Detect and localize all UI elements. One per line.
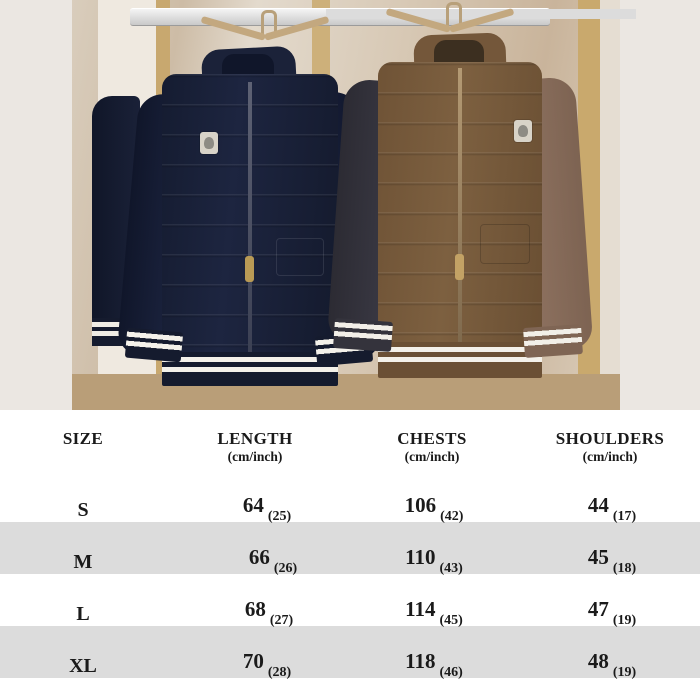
row-size-label [0,655,166,678]
shoulder-inch: (19) [612,665,637,680]
size-chart-table [0,410,700,678]
column-header-chests [344,426,520,466]
length-cm: 70 [242,649,264,673]
shoulder-cm: 44 [587,493,609,517]
navy-jacket-pocket [276,238,324,276]
row-chest-cell [344,545,520,576]
row-shoulder-cell [520,649,700,680]
wall-panel [600,0,620,410]
chest-inch: (46) [439,665,463,680]
row-length-cell [176,649,354,680]
row-size-label [0,499,166,522]
length-inch: (25) [267,509,292,524]
row-size-label [0,603,166,626]
row-shoulder-cell [520,545,700,576]
shoulder-cm: 48 [587,649,609,673]
brown-jacket-striped-cuff-left [333,318,393,352]
length-cm: 64 [242,493,264,517]
length-cm: 66 [248,545,270,569]
column-header-chests-label: CHESTS [397,429,467,448]
size-value: M [73,551,93,573]
brown-jacket-striped-cuff-right [523,324,583,358]
brand-logo-patch-icon [200,132,218,154]
chest-cm: 110 [405,545,436,569]
navy-jacket-striped-cuff-left [125,328,183,363]
shoulder-cm: 45 [587,545,609,569]
navy-jacket-zipper [248,82,252,364]
column-header-length [166,426,344,466]
shoulder-inch: (17) [612,509,637,524]
row-shoulder-cell [520,597,700,628]
brown-jacket-striped-hem [378,342,542,378]
brown-jacket-zipper-pull [455,254,464,280]
shoulder-inch: (18) [612,561,637,576]
column-header-length-label: LENGTH [217,429,293,448]
size-value: XL [69,655,97,677]
brown-jacket [330,24,580,396]
row-length-cell [176,493,354,524]
column-header-chests-unit: (cm/inch) [404,449,460,465]
column-header-size [0,426,166,449]
table-row [0,522,700,574]
table-row [0,574,700,626]
row-shoulder-cell [520,493,700,524]
photo-letterbox-left [0,0,72,410]
brown-jacket-pocket [480,224,530,264]
row-length-cell [178,597,356,628]
table-row [0,470,700,522]
table-row [0,626,700,678]
row-length-cell [182,545,360,576]
column-header-shoulders-label: SHOULDERS [555,429,665,448]
column-header-shoulders [520,426,700,466]
brand-logo-patch-icon [514,120,532,142]
column-header-size-label: SIZE [62,429,104,448]
column-header-shoulders-unit: (cm/inch) [582,449,638,465]
row-chest-cell [344,649,520,680]
column-header-length-unit: (cm/inch) [227,449,283,465]
row-size-label [0,551,166,574]
size-value: L [76,603,90,625]
chest-inch: (42) [440,509,464,524]
length-cm: 68 [244,597,266,621]
chest-inch: (45) [439,613,463,628]
chest-inch: (43) [439,561,463,576]
shoulder-cm: 47 [587,597,609,621]
length-inch: (28) [267,665,292,680]
brown-jacket-zipper [458,68,462,356]
photo-letterbox-right [620,0,700,410]
length-inch: (27) [269,613,294,628]
row-chest-cell [344,493,520,524]
navy-jacket-zipper-pull [245,256,254,282]
table-header-row [0,426,700,470]
chest-cm: 106 [404,493,437,517]
size-value: S [77,499,89,521]
navy-jacket-striped-hem [162,352,338,386]
length-inch: (26) [273,561,298,576]
chest-cm: 118 [405,649,436,673]
row-chest-cell [344,597,520,628]
chest-cm: 114 [405,597,436,621]
shoulder-inch: (19) [612,613,637,628]
